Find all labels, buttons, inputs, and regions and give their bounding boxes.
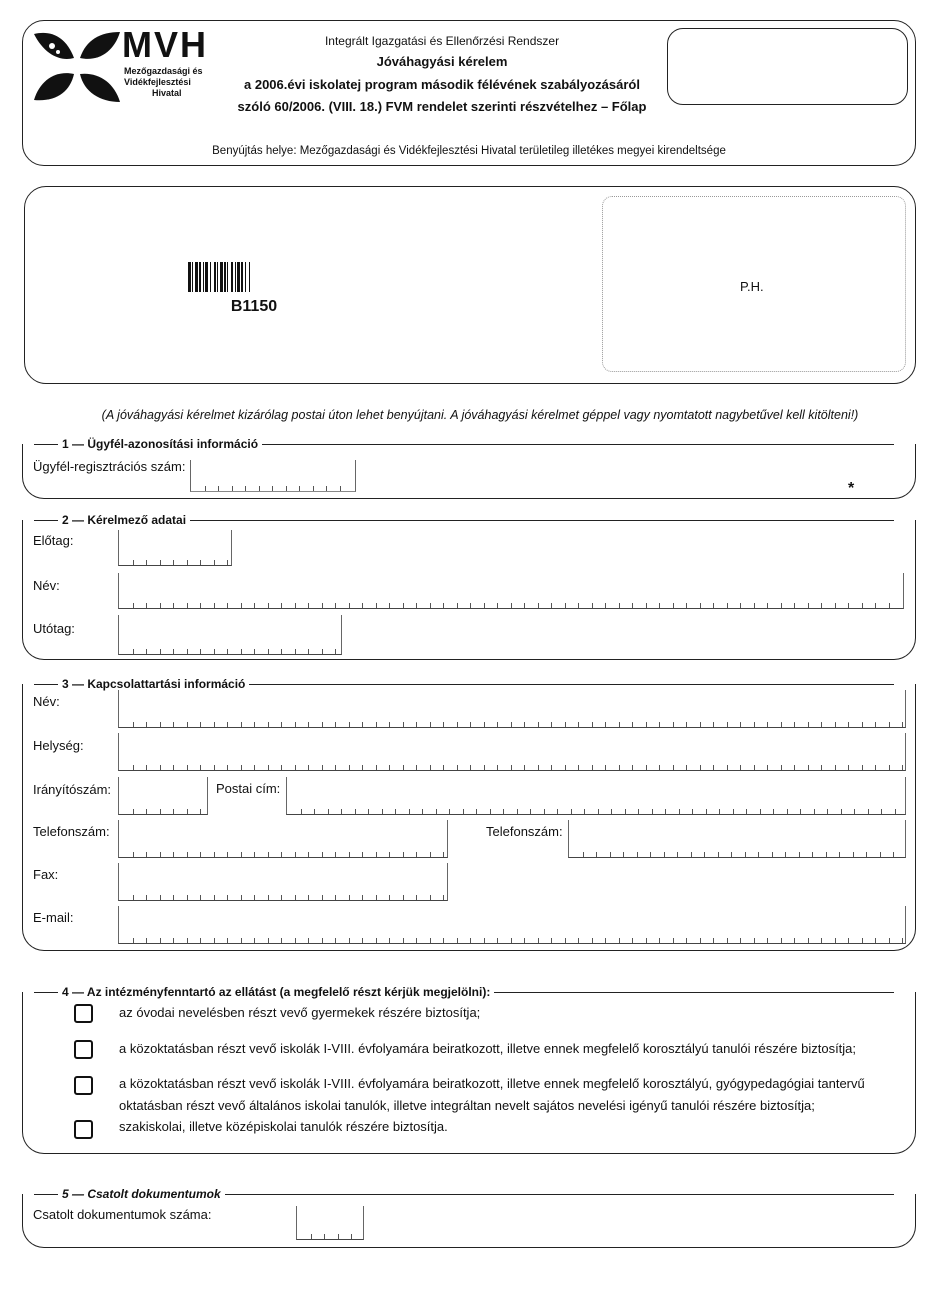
logo-sub-2: Vidékfejlesztési	[124, 77, 191, 87]
attached-docs-label: Csatolt dokumentumok száma:	[33, 1207, 212, 1222]
phone-1-label: Telefonszám:	[33, 824, 110, 839]
zip-label: Irányítószám:	[33, 782, 112, 797]
city-field[interactable]	[118, 733, 906, 771]
phone-2-field[interactable]	[568, 820, 906, 858]
logo-sub-3: Hivatal	[152, 88, 182, 98]
option-2-text: a közoktatásban részt vevő iskolák I-VIII. évfolyamára beiratkozott, illetve ennek megfelelő korosztályú tanulói részére biztosítja;	[119, 1041, 857, 1056]
section-1-title: 1 — Ügyfél-azonosítási információ	[58, 437, 262, 451]
fax-field[interactable]	[118, 863, 448, 901]
client-reg-label: Ügyfél-regisztrációs szám:	[33, 459, 186, 474]
contact-name-field[interactable]	[118, 690, 906, 728]
attached-docs-field[interactable]	[296, 1206, 364, 1240]
postal-address-field[interactable]	[286, 777, 906, 815]
barcode-bars	[188, 262, 320, 292]
section-4-title: 4 — Az intézményfenntartó az ellátást (a megfelelő részt kérjük megjelölni):	[58, 985, 494, 999]
client-reg-field[interactable]	[190, 460, 356, 492]
email-label: E-mail:	[33, 910, 74, 925]
stamp-label: P.H.	[740, 279, 764, 294]
submission-place: Benyújtás helye: Mezőgazdasági és Vidékfejlesztési Hivatal területileg illetékes megyei kirendeltsége	[212, 145, 726, 157]
fax-label: Fax:	[33, 867, 59, 882]
city-label: Helység:	[33, 738, 84, 753]
mvh-logo-icon	[30, 28, 124, 106]
option-2-checkbox[interactable]	[74, 1040, 93, 1059]
asterisk-mark: *	[848, 480, 855, 497]
prefix-label: Előtag:	[33, 533, 74, 548]
name-field[interactable]	[118, 573, 904, 609]
email-field[interactable]	[118, 906, 906, 944]
logo-text: MVH	[122, 24, 208, 65]
logo-sub-1: Mezőgazdasági és	[124, 66, 203, 76]
suffix-field[interactable]	[118, 615, 342, 655]
option-3-checkbox[interactable]	[74, 1076, 93, 1095]
contact-name-label: Név:	[33, 694, 60, 709]
instruction-text: (A jóváhagyási kérelmet kizárólag postai úton lehet benyújtani. A jóváhagyási kérelmet géppel vagy nyomtatott nagybetűvel kell kitölteni!)	[101, 408, 859, 422]
suffix-label: Utótag:	[33, 621, 75, 636]
name-label: Név:	[33, 578, 60, 593]
title-line-1: Jóváhagyási kérelem	[376, 54, 508, 69]
registration-stamp-box[interactable]	[667, 28, 908, 105]
section-2-title: 2 — Kérelmező adatai	[58, 513, 190, 527]
barcode-code: B1150	[230, 298, 278, 315]
title-line-2: a 2006.évi iskolatej program második félévének szabályozásáról	[244, 77, 640, 92]
option-3-text-line-2: oktatásban részt vevő általános iskolai tanulók, illetve integráltan nevelt sajátos nevelési igényű tanulói részére biztosítja;	[119, 1098, 815, 1113]
phone-1-field[interactable]	[118, 820, 448, 858]
zip-field[interactable]	[118, 777, 208, 815]
option-4-checkbox[interactable]	[74, 1120, 93, 1139]
option-4-text: szakiskolai, illetve középiskolai tanulók részére biztosítja.	[119, 1119, 448, 1134]
system-line: Integrált Igazgatási és Ellenőrzési Rendszer	[324, 34, 560, 48]
title-line-3: szóló 60/2006. (VIII. 18.) FVM rendelet szerinti részvételhez – Főlap	[237, 99, 647, 114]
postal-address-label: Postai cím:	[216, 781, 281, 796]
section-5-title: 5 — Csatolt dokumentumok	[58, 1187, 225, 1201]
section-3-title: 3 — Kapcsolattartási információ	[58, 677, 249, 691]
option-3-text-line-1: a közoktatásban részt vevő iskolák I-VIII. évfolyamára beiratkozott, illetve ennek megfelelő korosztályú, gyógypedagógiai tantervű	[119, 1076, 865, 1091]
prefix-field[interactable]	[118, 530, 232, 566]
phone-2-label: Telefonszám:	[486, 824, 563, 839]
option-1-text: az óvodai nevelésben részt vevő gyermekek részére biztosítja;	[119, 1005, 481, 1020]
option-1-checkbox[interactable]	[74, 1004, 93, 1023]
